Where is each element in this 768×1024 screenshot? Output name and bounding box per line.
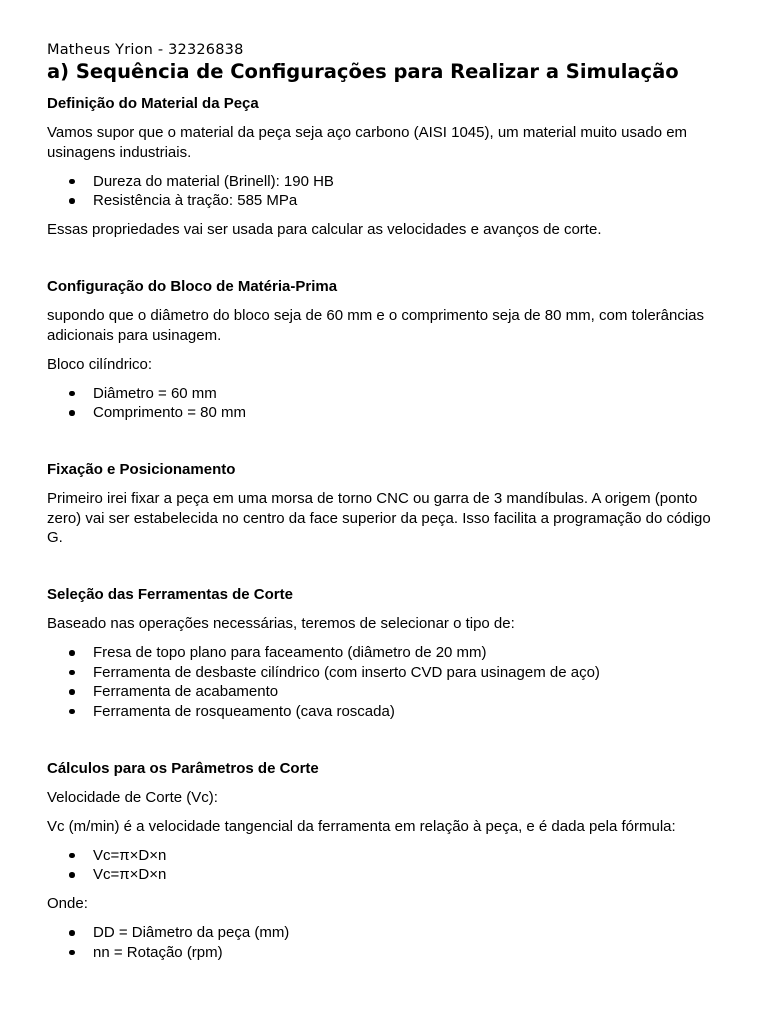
section-spacer <box>47 731 727 759</box>
list-item-text: Resistência à tração: 585 MPa <box>93 192 298 209</box>
bullet-icon <box>69 709 75 715</box>
list-item-text: Ferramenta de rosqueamento (cava roscada) <box>93 702 395 720</box>
list-item <box>47 702 727 722</box>
section-heading: Fixação e Posicionamento <box>47 461 236 478</box>
list-item <box>47 643 727 663</box>
list-item <box>47 663 727 683</box>
document-page <box>47 40 727 972</box>
list-item-text: Comprimento = 80 mm <box>93 404 246 421</box>
paragraph: Onde: <box>47 895 88 912</box>
section-heading: Seleção das Ferramentas de Corte <box>47 586 293 603</box>
section-heading: Configuração do Bloco de Matéria-Prima <box>47 278 338 295</box>
bullet-list <box>47 172 727 211</box>
section-heading: Definição do Material da Peça <box>47 95 259 112</box>
bullet-icon <box>69 689 75 695</box>
section-heading: Cálculos para os Parâmetros de Corte <box>47 759 319 777</box>
list-item-text: nn = Rotação (rpm) <box>93 943 223 961</box>
list-item <box>47 865 727 885</box>
section-tools <box>47 585 727 721</box>
section-spacer <box>47 432 727 460</box>
list-item <box>47 846 727 866</box>
list-item-text: Vc=π×D×n <box>93 866 167 883</box>
paragraph: Bloco cilíndrico: <box>47 355 153 373</box>
section-raw-block <box>47 277 727 423</box>
list-item-text: Vc=π×D×n <box>93 846 167 864</box>
bullet-icon <box>69 930 75 936</box>
bullet-icon <box>69 950 75 956</box>
list-item <box>47 943 727 963</box>
list-item-text: Ferramenta de desbaste cilíndrico (com inserto CVD para usinagem de aço) <box>93 663 600 681</box>
section-fixation <box>47 460 727 548</box>
list-item <box>47 172 727 192</box>
author-line: Matheus Yrion - 32326838 <box>47 42 244 58</box>
bullet-icon <box>69 872 75 878</box>
paragraph: Vc (m/min) é a velocidade tangencial da ferramenta em relação à peça, e é dada pela fórmula: <box>47 817 676 835</box>
bullet-icon <box>69 410 75 416</box>
bullet-icon <box>69 670 75 676</box>
paragraph: Primeiro irei fixar a peça em uma morsa de torno CNC ou garra de 3 mandíbulas. A origem (ponto zero) vai ser estabelecida no centro da face superior da peça. Isso facilita a programação do código G. <box>47 490 711 546</box>
list-item-text: Fresa de topo plano para faceamento (diâmetro de 20 mm) <box>93 644 487 661</box>
paragraph: supondo que o diâmetro do bloco seja de 60 mm e o comprimento seja de 80 mm, com tolerâncias adicionais para usinagem. <box>47 307 705 344</box>
paragraph: Essas propriedades vai ser usada para calcular as velocidades e avanços de corte. <box>47 221 602 238</box>
bullet-icon <box>69 198 75 204</box>
list-item <box>47 403 727 423</box>
section-spacer <box>47 249 727 277</box>
bullet-list <box>47 923 727 962</box>
document-title: a) Sequência de Configurações para Realizar a Simulação <box>47 60 679 83</box>
section-material <box>47 94 727 240</box>
list-item-text: Dureza do material (Brinell): 190 HB <box>93 172 334 190</box>
paragraph: Baseado nas operações necessárias, teremos de selecionar o tipo de: <box>47 615 515 632</box>
section-cutting-parameters <box>47 759 727 963</box>
list-item-text: DD = Diâmetro da peça (mm) <box>93 924 290 941</box>
paragraph: Velocidade de Corte (Vc): <box>47 788 218 806</box>
bullet-list <box>47 846 727 885</box>
list-item <box>47 384 727 404</box>
bullet-list <box>47 384 727 423</box>
paragraph: Vamos supor que o material da peça seja aço carbono (AISI 1045), um material muito usado em usinagens industriais. <box>47 124 688 161</box>
bullet-icon <box>69 853 75 859</box>
bullet-icon <box>69 650 75 656</box>
list-item <box>47 682 727 702</box>
bullet-icon <box>69 179 75 185</box>
list-item-text: Ferramenta de acabamento <box>93 683 279 700</box>
section-spacer <box>47 557 727 585</box>
bullet-icon <box>69 391 75 397</box>
list-item <box>47 191 727 211</box>
list-item <box>47 923 727 943</box>
list-item-text: Diâmetro = 60 mm <box>93 384 217 402</box>
bullet-list <box>47 643 727 721</box>
